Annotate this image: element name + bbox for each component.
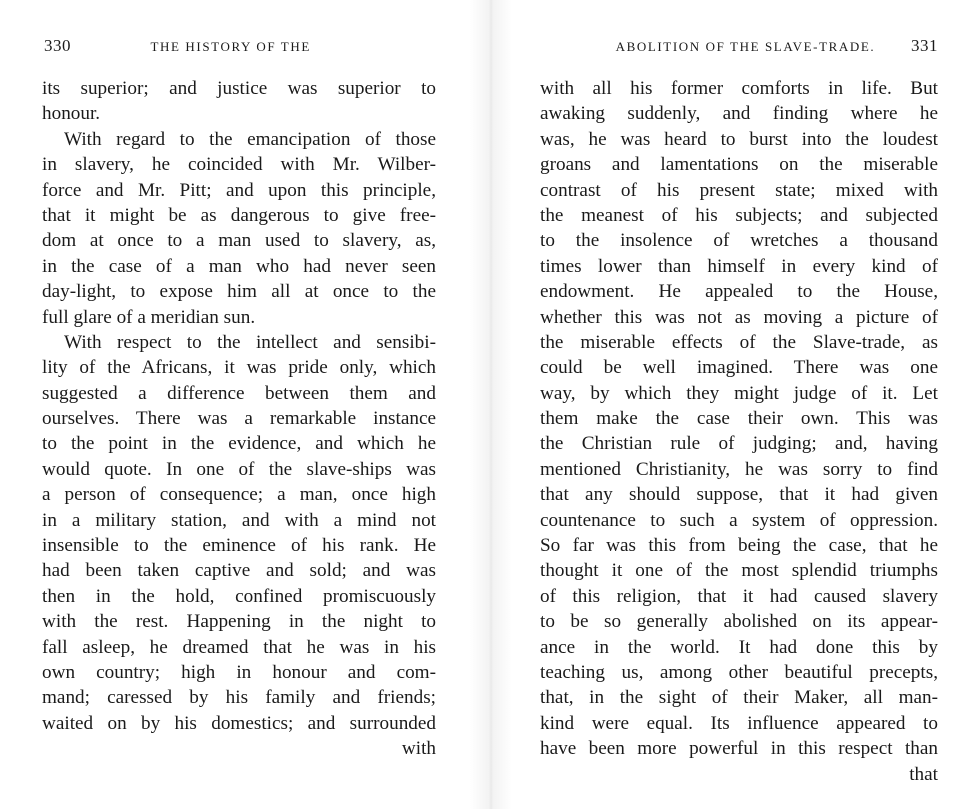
book-gutter bbox=[470, 0, 512, 809]
text-line: ance in the world. It had done this by bbox=[540, 636, 938, 658]
text-line: force and Mr. Pitt; and upon this principle, bbox=[42, 179, 436, 201]
text-line: ourselves. There was a remarkable instance bbox=[42, 408, 436, 430]
text-line: times lower than himself in every kind of bbox=[540, 255, 938, 277]
text-line: honour. bbox=[42, 103, 101, 125]
text-line: in a military station, and with a mind not bbox=[42, 509, 436, 531]
text-line: the meanest of his subjects; and subjected bbox=[540, 204, 938, 226]
text-line: with the rest. Happening in the night to bbox=[42, 611, 436, 633]
text-line: countenance to such a system of oppression. bbox=[540, 509, 938, 531]
text-line: dom at once to a man used to slavery, as, bbox=[42, 230, 436, 252]
right-page-text bbox=[540, 76, 938, 787]
text-line: day-light, to expose him all at once to the bbox=[42, 281, 436, 303]
left-page bbox=[0, 0, 470, 809]
text-line: mentioned Christianity, he was sorry to find bbox=[540, 458, 938, 480]
text-line: with bbox=[401, 738, 436, 760]
text-line: of this religion, that it had caused slavery bbox=[540, 585, 938, 607]
text-line: the miserable effects of the Slave-trade, as bbox=[540, 331, 938, 353]
right-page-number: 331 bbox=[911, 36, 938, 55]
text-line: With regard to the emancipation of those bbox=[64, 128, 436, 150]
text-line: own country; high in honour and com- bbox=[42, 661, 436, 683]
left-running-head: THE HISTORY OF THE bbox=[150, 39, 311, 54]
text-line: thought it one of the most splendid triumphs bbox=[540, 560, 938, 582]
right-page-header bbox=[616, 36, 938, 56]
right-running-head: ABOLITION OF THE SLAVE-TRADE. bbox=[615, 39, 876, 54]
text-line: lity of the Africans, it was pride only, which bbox=[42, 357, 436, 379]
text-line: So far was this from being the case, that he bbox=[540, 535, 938, 557]
text-line: fall asleep, he dreamed that he was in his bbox=[42, 636, 436, 658]
text-line: kind were equal. Its influence appeared to bbox=[540, 712, 938, 734]
left-page-number: 330 bbox=[44, 36, 71, 55]
text-line: in slavery, he coincided with Mr. Wilber- bbox=[42, 154, 436, 176]
text-line: contrast of his present state; mixed with bbox=[540, 179, 938, 201]
text-line: its superior; and justice was superior to bbox=[42, 78, 436, 99]
text-line: to the insolence of wretches a thousand bbox=[540, 230, 938, 252]
text-line: was, he was heard to burst into the loudest bbox=[540, 128, 938, 150]
text-line: mand; caressed by his family and friends; bbox=[42, 687, 436, 709]
text-line: could be well imagined. There was one bbox=[540, 357, 938, 379]
text-line: the Christian rule of judging; and, having bbox=[540, 433, 938, 455]
text-line: would quote. In one of the slave-ships was bbox=[42, 458, 436, 480]
text-line: that, in the sight of their Maker, all man- bbox=[540, 687, 938, 709]
left-page-text bbox=[42, 76, 436, 762]
text-line: awaking suddenly, and finding where he bbox=[540, 103, 938, 125]
text-line: whether this was not as moving a picture of bbox=[540, 306, 938, 328]
text-line: groans and lamentations on the miserable bbox=[540, 154, 938, 176]
text-line: suggested a difference between them and bbox=[42, 382, 436, 404]
text-line: teaching us, among other beautiful precepts, bbox=[540, 661, 938, 683]
text-line: that bbox=[909, 763, 938, 785]
text-line: a person of consequence; a man, once high bbox=[42, 484, 436, 506]
text-line: endowment. He appealed to the House, bbox=[540, 281, 938, 303]
left-page-header bbox=[44, 36, 311, 56]
text-line: to be so generally abolished on its appear- bbox=[540, 611, 938, 633]
text-line: them make the case their own. This was bbox=[540, 408, 938, 430]
text-line: have been more powerful in this respect than bbox=[540, 738, 938, 760]
text-line: that any should suppose, that it had given bbox=[540, 484, 938, 506]
text-line: to the point in the evidence, and which he bbox=[42, 433, 436, 455]
text-line: insensible to the eminence of his rank. He bbox=[42, 535, 436, 557]
text-line: then in the hold, confined promiscuously bbox=[42, 585, 436, 607]
text-line: full glare of a meridian sun. bbox=[42, 306, 256, 328]
text-line: in the case of a man who had never seen bbox=[42, 255, 436, 277]
text-line: With respect to the intellect and sensibi- bbox=[64, 331, 436, 353]
text-line: that it might be as dangerous to give free- bbox=[42, 204, 436, 226]
right-page bbox=[512, 0, 980, 809]
text-line: way, by which they might judge of it. Let bbox=[540, 382, 938, 404]
text-line: had been taken captive and sold; and was bbox=[42, 560, 436, 582]
text-line: with all his former comforts in life. But bbox=[540, 78, 938, 99]
text-line: waited on by his domestics; and surrounded bbox=[42, 712, 436, 734]
